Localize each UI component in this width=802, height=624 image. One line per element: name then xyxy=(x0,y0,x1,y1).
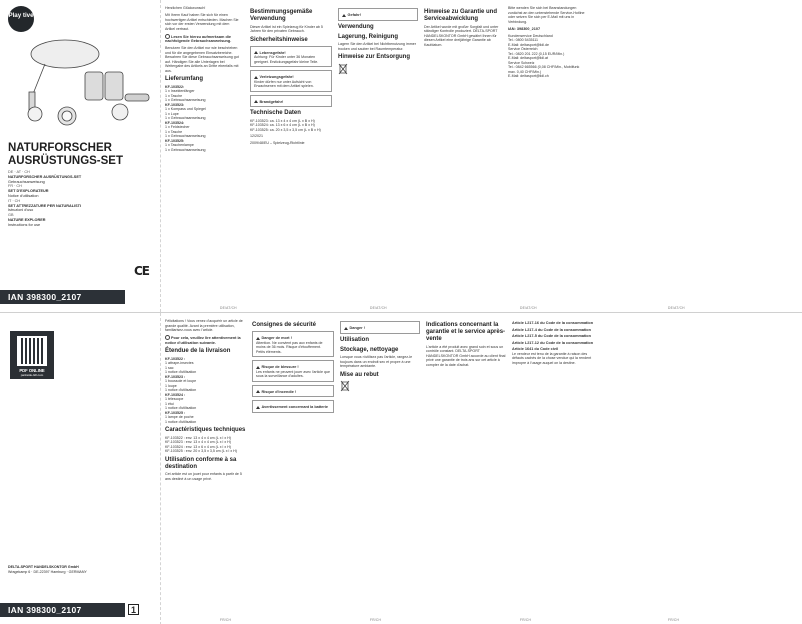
list-item: 1 x Tasche xyxy=(165,93,183,98)
de-column-5 xyxy=(508,6,588,301)
back-panel xyxy=(0,313,160,624)
page-footer: FR/CH xyxy=(370,618,382,622)
fr-column-1 xyxy=(165,319,247,614)
name-fr: SET D'EXPLORATEUR xyxy=(8,189,49,194)
list-item: 1 x Gebrauchsanweisung xyxy=(165,116,206,120)
list-item: 1 lampe de poche xyxy=(165,415,194,419)
fr-danger-box xyxy=(340,321,420,334)
qr-code-icon xyxy=(17,336,47,366)
fr-column-5 xyxy=(512,319,594,614)
list-item: KF-103525 : xyxy=(165,410,186,415)
fr-use-text: Cet article est un jouet pour enfants à partir de 5 ans destiné à un usage privé. xyxy=(165,472,242,481)
list-item: 1 attrape-insectes xyxy=(165,361,194,365)
de-ian: IAN: 398300_2107 xyxy=(508,26,541,31)
service-line: Service Schweiz xyxy=(508,60,535,65)
service-line: Tel.: 0800 5435111 xyxy=(508,38,539,42)
fr-warning-box-4 xyxy=(252,400,334,413)
fr-article-heading: Article L217-5 du Code de la consommation xyxy=(512,334,591,338)
list-item: KF-103524 : xyxy=(165,392,186,397)
fr-warning-box-1 xyxy=(252,331,334,357)
warning-title: Lebensgefahr! xyxy=(254,51,328,56)
fr-usage-heading: Utilisation xyxy=(340,336,370,343)
warning-text: Kinder dürfen nur unter Aufsicht von Erwachsenen mit dem Artikel spielen. xyxy=(254,79,314,88)
warning-title: Risque d'incendie ! xyxy=(256,390,330,395)
name-de: NATURFORSCHER AUSRÜSTUNGS-SET xyxy=(8,174,82,179)
de-warranty-text: Der Artikel wurde mit großer Sorgfalt und unter ständiger Kontrolle produziert. DELTA-SPORT HANDELSKONTOR GmbH gewährt Ihnen für diesen Artikel eine dreijährige Garantie ab Kaufdatum. xyxy=(424,24,499,47)
fr-delivery-heading: Étendue de la livraison xyxy=(165,348,231,354)
list-item: 1 étui xyxy=(165,401,174,406)
de-usage-heading: Verwendung xyxy=(338,23,374,30)
list-item: 1 x Tasche xyxy=(165,129,183,134)
list-item: 1 x Kompass und Spiegel xyxy=(165,107,206,111)
warning-text: Achtung: Für Kinder unter 36 Monaten geeignet. Erstickungsgefahr kleine Teile. xyxy=(254,55,319,64)
page-number: 1 xyxy=(128,604,139,615)
de-read-note: Lesen Sie hierzu aufmerksam die nachfolgende Gebrauchsanweisung. xyxy=(165,34,232,43)
warning-text: Attention. Ne convient pas aux enfants de moins de 36 mois. Risque d'étouffement. Petits éléments. xyxy=(256,340,323,354)
list-item: 1 notice d'utilisation xyxy=(165,406,197,410)
de-use-heading: Bestimmungsgemäße Verwendung xyxy=(250,9,313,22)
list-item: 1 x Lupe xyxy=(165,111,179,116)
fr-read-note: Pour cela, veuillez lire attentivement la notice d'utilisation suivante. xyxy=(165,336,241,345)
service-line: E-Mail: deltasport@lidl.at xyxy=(508,56,548,60)
warning-icon xyxy=(254,76,258,79)
de-disposal-heading: Hinweise zur Entsorgung xyxy=(338,54,411,60)
fr-article-heading: Article 1641 du Code civil xyxy=(512,347,559,351)
de-use-intro: Dieser Artikel ist ein Spielzeug für Kinder ab 5 Jahren für den privaten Gebrauch. xyxy=(250,24,323,33)
warning-icon xyxy=(256,390,260,393)
service-line: Tel.: 0842 665566 (0,08 CHF/Min., Mobilfunk max. 0,40 CHF/Min.) xyxy=(508,65,580,74)
name-it: SET ATTREZZATURE PER NATURALISTI xyxy=(8,203,82,208)
de-directive: 2009/48/EU – Spielzeug-Richtlinie xyxy=(250,141,305,145)
service-line: E-Mail: deltasport@lidl.ch xyxy=(508,74,549,78)
list-item: 1 loupe xyxy=(165,383,177,388)
de-service-intro: Bitte wenden Sie sich bei Beanstandungen zunächst an den untenstehende Service-Hotline oder setzen Sie sich per E-Mail mit uns in Verbindung. xyxy=(508,6,585,24)
cover-title: NATURFORSCHER AUSRÜSTUNGS-SET xyxy=(8,142,124,167)
company-address: Wragekamp 6 · DE-22397 Hamburg · GERMANY xyxy=(8,569,87,574)
warning-icon xyxy=(254,51,258,54)
warning-icon xyxy=(342,14,346,17)
de-warranty-heading: Hinweise zu Garantie und Serviceabwicklung xyxy=(424,9,498,22)
list-item: 1 notice d'utilisation xyxy=(165,419,197,424)
spec-row: KF-103525: ca. 20 x 3,5 x 3,5 cm (L x B x H) xyxy=(250,127,321,132)
ian-bar: IAN 398300_2107 xyxy=(0,603,125,617)
fr-storage-heading: Stockage, nettoyage xyxy=(340,346,399,353)
pdf-label: PDF ONLINE xyxy=(19,368,45,373)
spec-row: KF-103523: ca. 13 x 4 x 4 cm (L x B x H) xyxy=(250,118,315,123)
spec-row: KF-103522 : env. 13 x 4 x 4 cm (L x l x H) xyxy=(165,435,231,440)
list-item: 1 x Taschenlampe xyxy=(165,143,194,147)
fr-column-4 xyxy=(426,319,506,614)
list-item: 1 notice d'utilisation xyxy=(165,370,197,374)
de-warning-box-2 xyxy=(250,70,332,92)
list-item: KF-103522: xyxy=(165,84,185,89)
service-line: Service Österreich xyxy=(508,47,538,51)
warning-title: Danger de mort ! xyxy=(256,336,330,341)
lang-code-it: IT · CH xyxy=(8,198,21,203)
fr-safety-heading: Consignes de sécurité xyxy=(252,322,317,328)
de-column-2 xyxy=(250,6,332,301)
de-intro-column xyxy=(165,6,240,301)
page-footer: DE/AT/CH xyxy=(220,306,237,310)
fr-article-heading: Article L217-16 du Code de la consommation xyxy=(512,321,594,325)
book-icon xyxy=(165,335,170,340)
page-footer: DE/AT/CH xyxy=(370,306,387,310)
list-item: 1 x Gebrauchsanweisung xyxy=(165,147,206,152)
company-name: DELTA-SPORT HANDELSKONTOR GmbH xyxy=(8,565,79,569)
fr-use-heading: Utilisation conforme à sa destination xyxy=(165,456,237,470)
fr-storage-text: Lorsque vous n'utilisez pas l'article, rangez-le toujours dans un endroit sec et propre à une température ambiante. xyxy=(340,355,413,368)
company-block xyxy=(8,565,148,574)
list-item: 1 x Feldstecher xyxy=(165,125,190,129)
subtitle-fr: Notice d'utilisation xyxy=(8,193,39,198)
fr-article-heading: Article L217-4 du Code de la consommation xyxy=(512,327,591,332)
de-warning-box-1 xyxy=(250,46,332,68)
recycle-bin-icon xyxy=(338,63,348,75)
de-delivery-list xyxy=(165,85,240,153)
warning-title: Verletzungsgefahr! xyxy=(254,75,328,80)
list-item: KF-103524: xyxy=(165,120,185,125)
fr-intro: Félicitations ! Vous venez d'acquérir un article de grande qualité. Avant la première utilisation, familiarisez-vous avec l'article. xyxy=(165,319,243,332)
de-use-note: Benutzen Sie den Artikel nur wie beschrieben und für die angegebenen Einsatzbereiche. Bewahren Sie diese Gebrauchsanweisung gut auf. Händigen Sie alle Unterlagen bei Weitergabe des Artikels an Dritte ebenfalls mit aus. xyxy=(165,46,239,73)
spec-row: KF-103525 : env. 20 x 3,5 x 3,5 cm (L x l x H) xyxy=(165,449,237,453)
list-item: 1 x Insektenfänger xyxy=(165,89,195,93)
warning-text: Les enfants ne peuvent jouer avec l'article que sous la surveillance d'adultes. xyxy=(256,369,331,378)
warning-icon xyxy=(256,406,260,409)
list-item: KF-103525: xyxy=(165,138,185,143)
de-warning-box-3 xyxy=(250,95,332,108)
service-line: Tel.: 0820 201 222 (0,15 EUR/Min.) xyxy=(508,51,565,56)
fr-article-text: Le vendeur est tenu de la garantie à raison des défauts cachés de la chose vendue qui la rendent impropre à l'usage auquel on la destine. xyxy=(512,351,592,365)
fr-disposal-heading: Mise au rebut xyxy=(340,371,379,378)
book-icon xyxy=(165,34,170,39)
warning-icon xyxy=(256,337,260,340)
list-item: 1 boussole et loupe xyxy=(165,379,197,383)
de-danger-box xyxy=(338,8,418,21)
recycle-bin-icon xyxy=(340,380,350,392)
list-item: 1 x Gebrauchsanweisung xyxy=(165,98,206,102)
fr-warning-box-3 xyxy=(252,385,334,398)
de-storage-heading: Lagerung, Reinigung xyxy=(338,33,398,40)
warning-title: Gefahr! xyxy=(342,13,414,18)
de-safety-heading: Sicherheitshinweise xyxy=(250,36,308,43)
fr-specs-heading: Caractéristiques techniques xyxy=(165,427,246,433)
cover-panel xyxy=(0,0,160,312)
subtitle-it: Istruzioni d'uso xyxy=(8,208,34,213)
warning-icon xyxy=(254,100,258,103)
cover-lang-list xyxy=(8,170,158,228)
spec-row: KF-103524: ca. 13 x 6 x 4 cm (L x B x H) xyxy=(250,123,315,127)
ian-bar: IAN 398300_2107 xyxy=(0,290,125,304)
ce-mark: CE xyxy=(134,264,150,278)
page-footer: FR/CH xyxy=(668,618,680,622)
name-gb: NATURE EXPLORER xyxy=(8,217,46,222)
list-item: 1 télescope xyxy=(165,397,184,401)
warning-title: Avertissement concernant la batterie xyxy=(256,405,330,410)
lang-code-de: DE · AT · CH xyxy=(8,170,30,174)
spec-row: KF-103524 : env. 13 x 6 x 4 cm (L x l x H) xyxy=(165,444,231,449)
pdf-url: parkside-lidl.com xyxy=(20,373,44,377)
de-intro: Herzlichen Glückwunsch! xyxy=(165,6,206,10)
page-footer: FR/CH xyxy=(520,618,532,622)
list-item: 1 x Gebrauchsanweisung xyxy=(165,134,206,138)
lang-code-fr: FR · CH xyxy=(8,184,22,189)
page-french xyxy=(0,312,802,624)
de-column-4 xyxy=(424,6,502,301)
product-illustration xyxy=(5,34,155,134)
page-footer: DE/AT/CH xyxy=(520,306,537,310)
de-storage-text: Lagern Sie den Artikel bei Nichtbenutzung immer trocken und sauber bei Raumtemperatur. xyxy=(338,42,416,51)
fr-column-2 xyxy=(252,319,334,614)
de-intro-text: Mit Ihrem Kauf haben Sie sich für einen hochwertigen Artikel entschieden. Machen Sie sich vor der ersten Verwendung mit dem Artikel vertraut. xyxy=(165,13,239,31)
warning-title: Risque de blessure ! xyxy=(256,365,330,370)
page-footer: FR/CH xyxy=(220,618,232,622)
de-date: 12/2021 xyxy=(250,134,263,138)
lang-code-gb: GB xyxy=(8,213,14,218)
fr-article-heading: Article L217-12 du Code de la consommation xyxy=(512,340,594,345)
playtive-logo: Play tive xyxy=(8,6,34,32)
de-delivery-heading: Lieferumfang xyxy=(165,76,204,82)
fr-column-3 xyxy=(340,319,420,614)
list-item: KF-103523: xyxy=(165,102,185,107)
list-item: KF-103523 : xyxy=(165,374,186,379)
list-item: KF-103522 : xyxy=(165,356,186,361)
warning-title: Brandgefahr! xyxy=(254,100,328,105)
service-line: E-Mail: deltasport@lidl.de xyxy=(508,42,549,47)
list-item: 1 notice d'utilisation xyxy=(165,388,197,392)
de-column-3 xyxy=(338,6,418,301)
subtitle-de: Gebrauchsanweisung xyxy=(8,179,45,184)
spec-row: KF-103523 : env. 13 x 4 x 4 cm (L x l x H) xyxy=(165,440,231,444)
fr-warranty-text: L'article a été produit avec grand soin et sous un contrôle constant. DELTA-SPORT HANDELSKONTOR GmbH accorde au client final privé une garantie de trois ans sur cet article à compter de la date d'achat. xyxy=(426,344,506,367)
warning-title: Danger ! xyxy=(344,326,416,331)
service-line: Kundenservice Deutschland xyxy=(508,33,553,38)
fr-warranty-heading: Indications concernant la garantie et le service après-vente xyxy=(426,322,506,342)
list-item: 1 sac xyxy=(165,365,174,370)
fr-delivery-list xyxy=(165,357,247,425)
page-footer: DE/AT/CH xyxy=(668,306,685,310)
de-specs-heading: Technische Daten xyxy=(250,110,301,116)
pdf-online-badge[interactable] xyxy=(10,331,54,379)
warning-icon xyxy=(256,366,260,369)
subtitle-gb: Instructions for use xyxy=(8,222,41,227)
warning-icon xyxy=(344,327,348,330)
fr-warning-box-2 xyxy=(252,360,334,382)
